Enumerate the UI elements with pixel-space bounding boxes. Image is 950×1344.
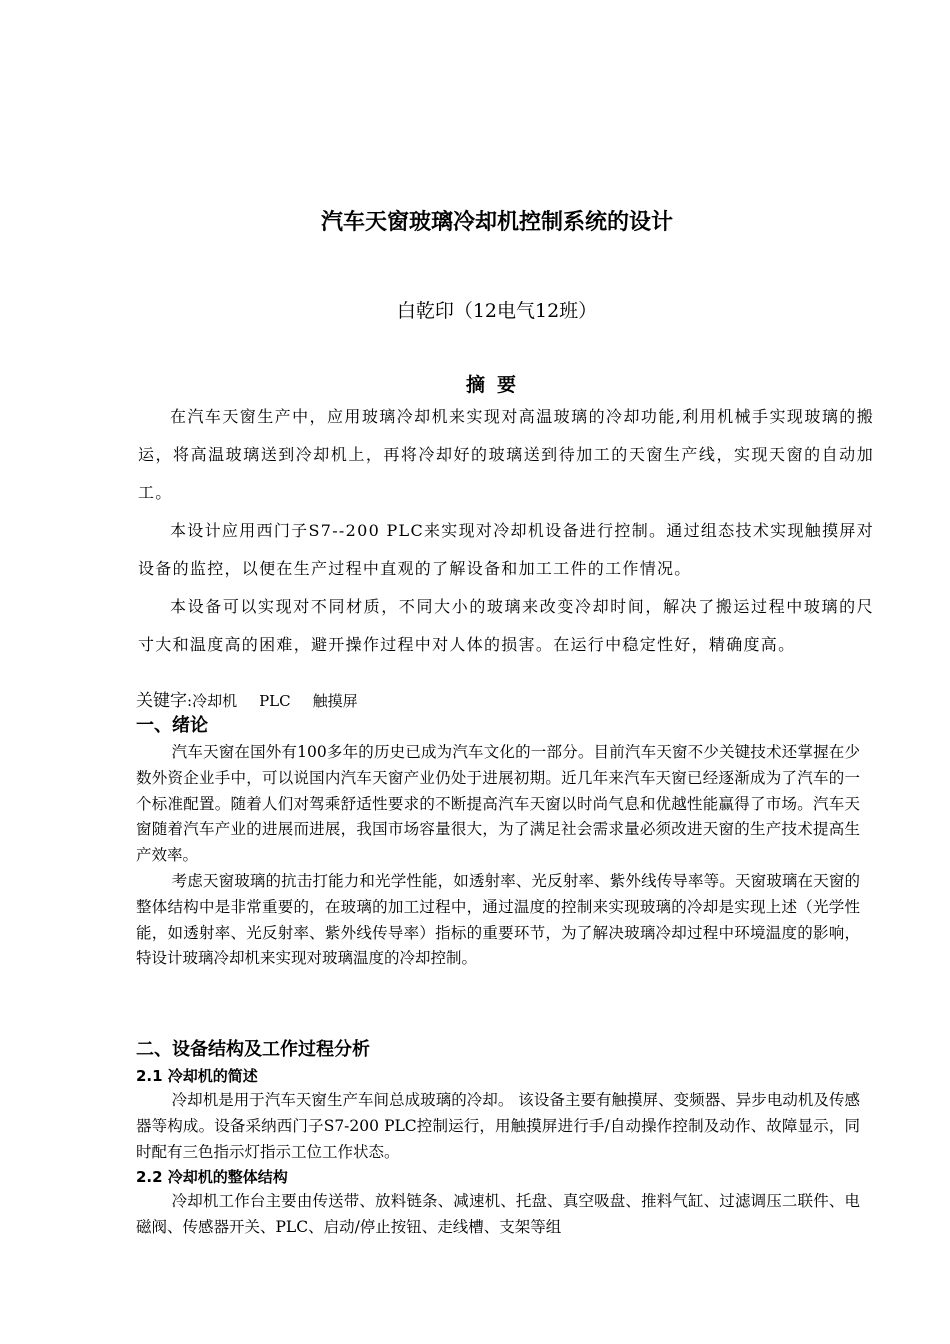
- keyword-item: 触摸屏: [312, 692, 358, 710]
- document-title: 汽车天窗玻璃冷却机控制系统的设计: [320, 210, 673, 235]
- section-paragraph: 汽车天窗在国外有100多年的历史已成为汽车文化的一部分。目前汽车天窗不少关键技术还掌握在少数外资企业手中，可以说国内汽车天窗产业仍处于进展初期。近几年来汽车天窗已经逐渐成为了汽车的一个标准配置。随着人们对驾乘舒适性要求的不断提高汽车天窗以时尚气息和优越性能赢得了市场。汽车天窗随着汽车产业的进展而进展，我国市场容量很大，为了满足社会需求量必须改进天窗的生产技术提高生产效率。: [136, 743, 860, 865]
- section-body: [136, 740, 860, 972]
- section-structure-analysis: [136, 1036, 860, 1241]
- keyword-item: PLC: [259, 692, 291, 710]
- author-line: 白乾印（12电气12班）: [396, 300, 598, 322]
- section-introduction: [136, 712, 860, 972]
- subsection-paragraph: 冷却机工作台主要由传送带、放料链条、减速机、托盘、真空吸盘、推料气缸、过滤调压二联件、电磁阀、传感器开关、PLC、启动/停止按钮、走线槽、支架等组: [136, 1192, 860, 1237]
- keywords-line: [136, 688, 358, 714]
- section-paragraph: 考虑天窗玻璃的抗击打能力和光学性能，如透射率、光反射率、紫外线传导率等。天窗玻璃在天窗的整体结构中是非常重要的，在玻璃的加工过程中，通过温度的控制来实现玻璃的冷却是实现上述（光学性能，如透射率、光反射率、紫外线传导率）指标的重要环节，为了解决玻璃冷却过程中环境温度的影响，特设计玻璃冷却机来实现对玻璃温度的冷却控制。: [136, 871, 860, 968]
- keywords-colon: :: [187, 692, 193, 710]
- subsection-heading: 2.1 冷却机的简述: [136, 1067, 258, 1085]
- abstract-body: [138, 398, 874, 664]
- subsection-heading: 2.2 冷却机的整体结构: [136, 1168, 288, 1187]
- section-heading: 一、绪论: [136, 715, 208, 736]
- subsection-paragraph: 冷却机是用于汽车天窗生产车间总成玻璃的冷却。 该设备主要有触摸屏、变频器、异步电动机及传感器等构成。设备采纳西门子S7-200 PLC控制运行，用触摸屏进行手/自动操作控制及动作、故障显示，同时配有三色指示灯指示工位工作状态。: [136, 1091, 860, 1161]
- abstract-heading: 摘要: [465, 374, 528, 396]
- subsection-body: [136, 1088, 860, 1165]
- section-heading: 二、设备结构及工作过程分析: [136, 1039, 370, 1060]
- keyword-item: 冷却机: [192, 692, 238, 710]
- abstract-paragraph: 在汽车天窗生产中，应用玻璃冷却机来实现对高温玻璃的冷却功能,利用机械手实现玻璃的搬运，将高温玻璃送到冷却机上，再将冷却好的玻璃送到待加工的天窗生产线，实现天窗的自动加工。: [138, 407, 874, 502]
- abstract-paragraph: 本设备可以实现对不同材质，不同大小的玻璃来改变冷却时间，解决了搬运过程中玻璃的尺寸大和温度高的困难，避开操作过程中对人体的损害。在运行中稳定性好，精确度高。: [138, 597, 874, 654]
- keywords-label: 关键字: [136, 691, 187, 711]
- subsection-body: [136, 1189, 860, 1241]
- abstract-paragraph: 本设计应用西门子S7--200 PLC来实现对冷却机设备进行控制。通过组态技术实现触摸屏对设备的监控，以便在生产过程中直观的了解设备和加工工件的工作情况。: [138, 521, 874, 578]
